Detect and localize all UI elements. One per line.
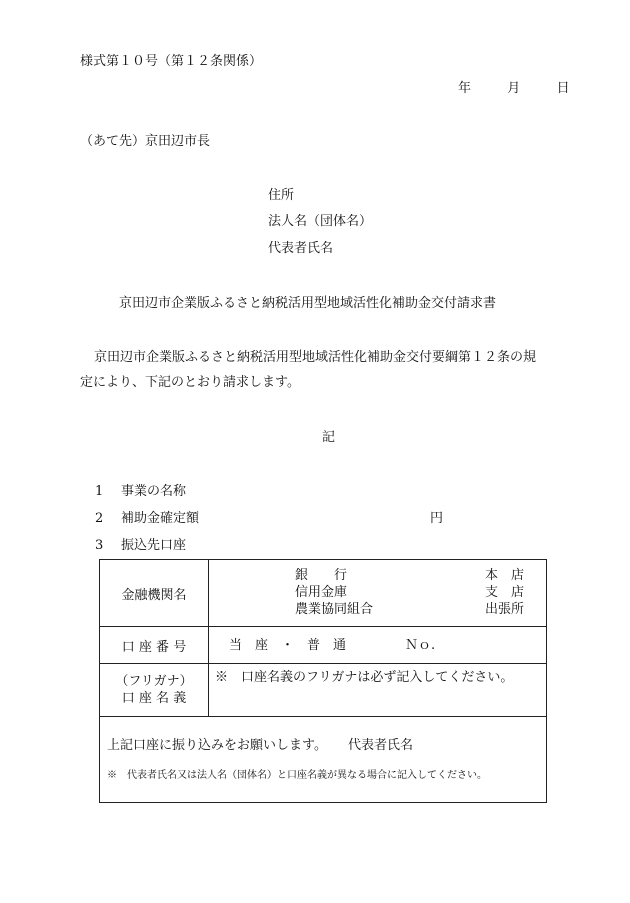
item-2-number: 2	[95, 511, 104, 526]
account-name-label: 口 座 名 義	[121, 691, 187, 706]
date-day: 日	[556, 81, 570, 96]
bank-type-shinkin: 信用金庫	[295, 585, 348, 600]
item-3-number: 3	[95, 538, 104, 553]
account-number-prefix: Ｎｏ.	[405, 638, 436, 653]
transfer-request-cell[interactable]	[100, 717, 547, 803]
account-number-field[interactable]	[209, 627, 547, 664]
applicant-address-label: 住所	[268, 188, 295, 203]
body-line-1: 京田辺市企業版ふるさと納税活用型地域活性化補助金交付要綱第１２条の規	[94, 350, 537, 365]
item-2-label: 補助金確定額	[121, 511, 200, 526]
account-type-options: 当 座 ・ 普 通	[229, 638, 347, 653]
bank-type-ja: 農業協同組合	[295, 602, 374, 617]
account-name-field[interactable]	[209, 664, 547, 717]
footnote: ※ 代表者氏名又は法人名（団体名）と口座名義が異なる場合に記入してください。	[107, 770, 487, 781]
ki-heading: 記	[322, 430, 336, 445]
transfer-request-text: 上記口座に振り込みをお願いします。	[107, 738, 327, 753]
bank-type-bank: 銀 行	[295, 568, 348, 583]
applicant-representative-label: 代表者氏名	[268, 241, 334, 256]
addressee: （あて先）京田辺市長	[80, 134, 211, 149]
account-number-label: 口 座 番 号	[100, 627, 209, 664]
account-name-label-cell	[100, 664, 209, 717]
applicant-corporation-label: 法人名（団体名）	[268, 214, 373, 229]
date-line	[458, 82, 570, 95]
bank-account-table	[99, 559, 547, 803]
branch-type-branch: 支 店	[485, 585, 525, 600]
request-row	[100, 717, 547, 803]
document-title: 京田辺市企業版ふるさと納税活用型地域活性化補助金交付請求書	[119, 296, 497, 311]
form-number: 様式第１０号（第１２条関係）	[80, 54, 263, 69]
body-line-2: 定により、下記のとおり請求します。	[80, 375, 300, 390]
item-1-number: 1	[95, 484, 104, 499]
account-name-row	[100, 664, 547, 717]
branch-type-main: 本 店	[485, 568, 525, 583]
account-number-row	[100, 627, 547, 664]
institution-field[interactable]	[209, 560, 547, 627]
branch-type-office: 出張所	[485, 602, 525, 617]
item-2-unit: 円	[430, 511, 444, 526]
representative-name-label: 代表者氏名	[348, 738, 414, 753]
item-1-label: 事業の名称	[121, 484, 187, 499]
item-3-label: 振込先口座	[121, 538, 187, 553]
furigana-label: （フリガナ）	[115, 674, 193, 689]
date-month: 月	[507, 81, 521, 96]
institution-row	[100, 560, 547, 627]
date-year: 年	[458, 81, 472, 96]
furigana-note: ※ 口座名義のフリガナは必ず記入してください。	[215, 670, 514, 685]
institution-label: 金融機関名	[100, 560, 209, 627]
